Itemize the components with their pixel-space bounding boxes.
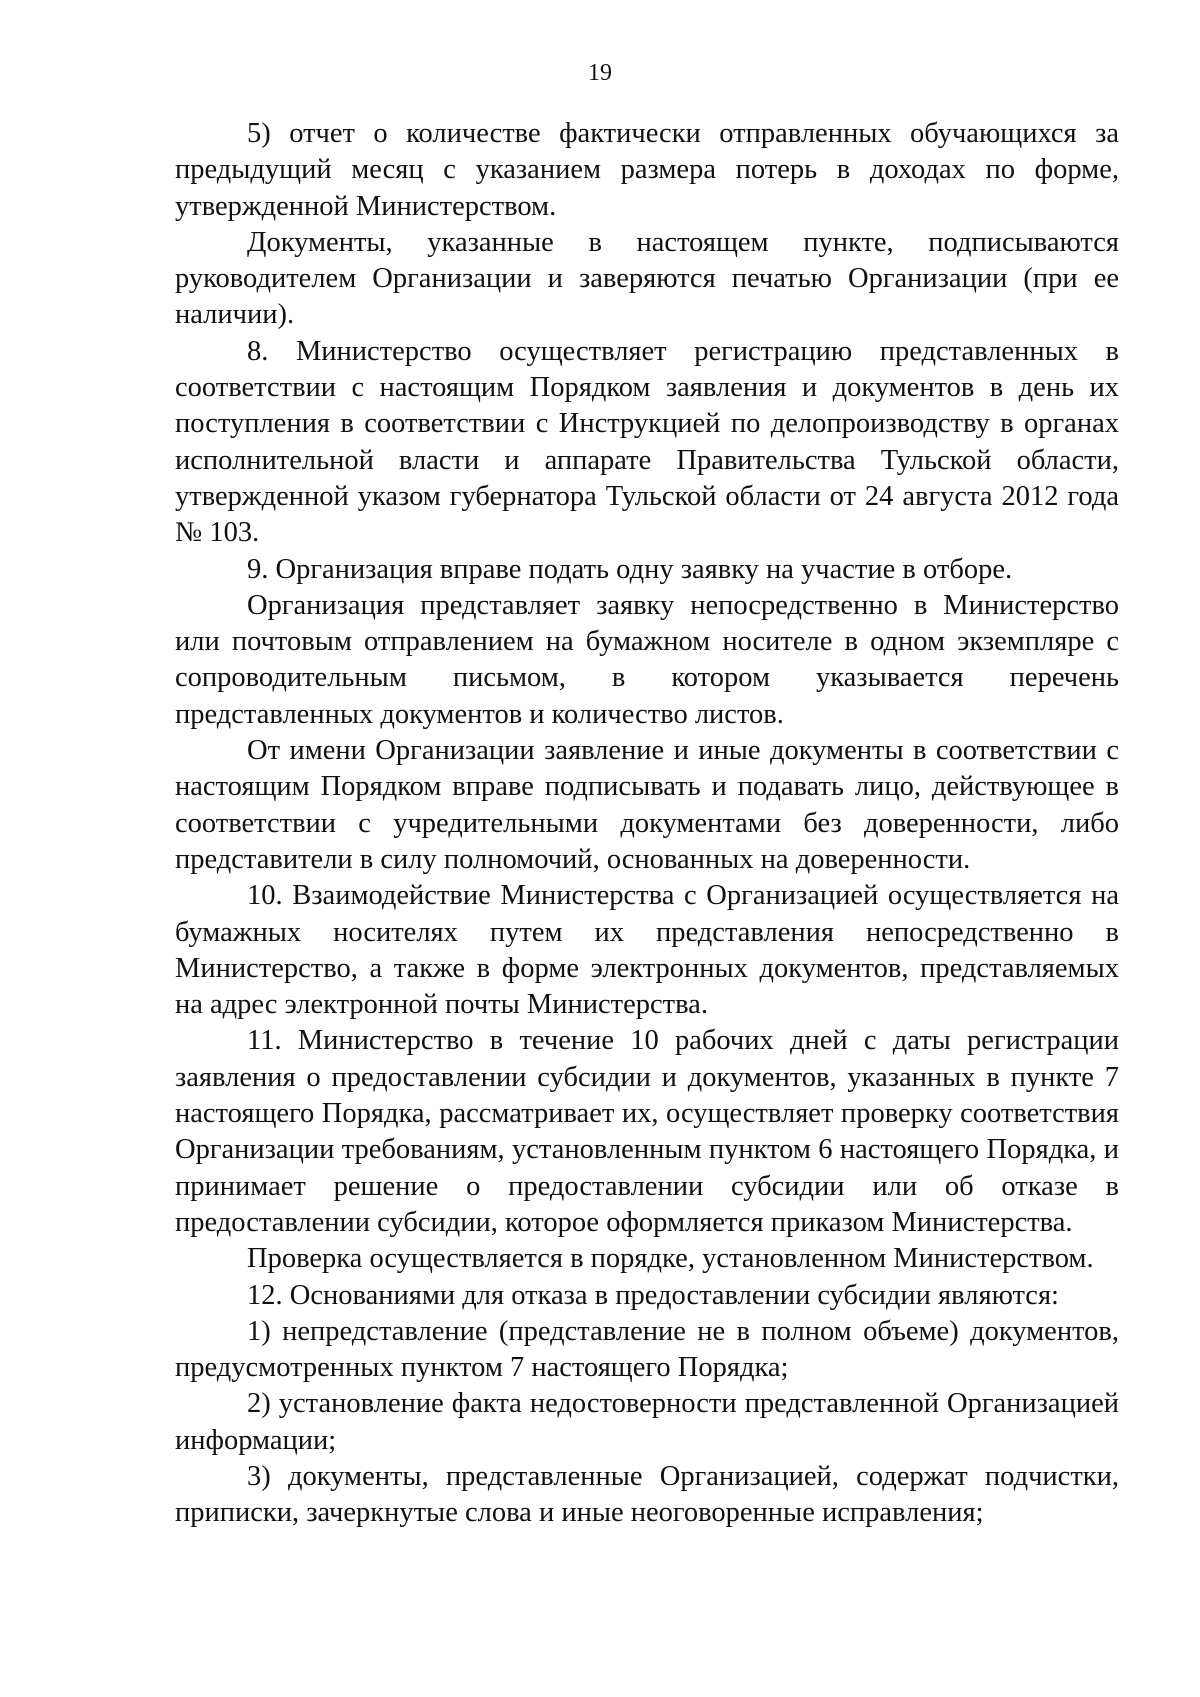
paragraph-documents-signing: Документы, указанные в настоящем пункте, подписываются руководителем Организации и заверяются печатью Организации (при ее наличии).: [175, 226, 1119, 331]
paragraph-verification: Проверка осуществляется в порядке, установленном Министерством.: [247, 1243, 1094, 1275]
paragraph-item-5-report: 5) отчет о количестве фактически отправленных обучающихся за предыдущий месяц с указанием размера потерь в доходах по форме, утвержденной Министерством.: [175, 118, 1119, 222]
paragraph-authorized-person: От имени Организации заявление и иные документы в соответствии с настоящим Порядком вправе подписывать и подавать лицо, действующее в соответствии с учредительными документами без доверенности, либо представители в силу полномочий, основанных на доверенности.: [175, 735, 1119, 875]
paragraph-clause-11: 11. Министерство в течение 10 рабочих дней с даты регистрации заявления о предоставлении субсидии и документов, указанных в пункте 7 настоящего Порядка, рассматривает их, осуществляет проверку соответствия Организации требованиям, установленным пунктом 6 настоящего Порядка, и принимает решение о предоставлении субсидии или об отказе в предоставлении субсидии, которое оформляется приказом Министерства.: [175, 1025, 1119, 1238]
paragraph-ground-2: 2) установление факта недостоверности представленной Организацией информации;: [175, 1388, 1119, 1456]
page-number: 19: [588, 60, 612, 86]
paragraph-clause-8: 8. Министерство осуществляет регистрацию представленных в соответствии с настоящим Порядком заявления и документов в день их поступления в соответствии с Инструкцией по делопроизводству в органах исполнительной власти и аппарате Правительства Тульской области, утвержденной указом губернатора Тульской области от 24 августа 2012 года № 103.: [175, 335, 1119, 549]
paragraph-clause-9: 9. Организация вправе подать одну заявку на участие в отборе.: [247, 553, 1013, 585]
paragraph-ground-1: 1) непредставление (представление не в полном объеме) документов, предусмотренных пунктом 7 настоящего Порядка;: [175, 1315, 1119, 1384]
paragraph-application-submission: Организация представляет заявку непосредственно в Министерство или почтовым отправлением на бумажном носителе в одном экземпляре с сопроводительным письмом, в котором указывается перечень представленных документов и количество листов.: [175, 589, 1119, 730]
paragraph-clause-12: 12. Основаниями для отказа в предоставлении субсидии являются:: [247, 1279, 1059, 1311]
paragraph-clause-10: 10. Взаимодействие Министерства с Организацией осуществляется на бумажных носителях путем их представления непосредственно в Министерство, а также в форме электронных документов, представляемых на адрес электронной почты Министерства.: [175, 880, 1119, 1021]
document-body: [175, 116, 1119, 1532]
paragraph-ground-3: 3) документы, представленные Организацией, содержат подчистки, приписки, зачеркнутые слова и иные неоговоренные исправления;: [175, 1460, 1119, 1529]
